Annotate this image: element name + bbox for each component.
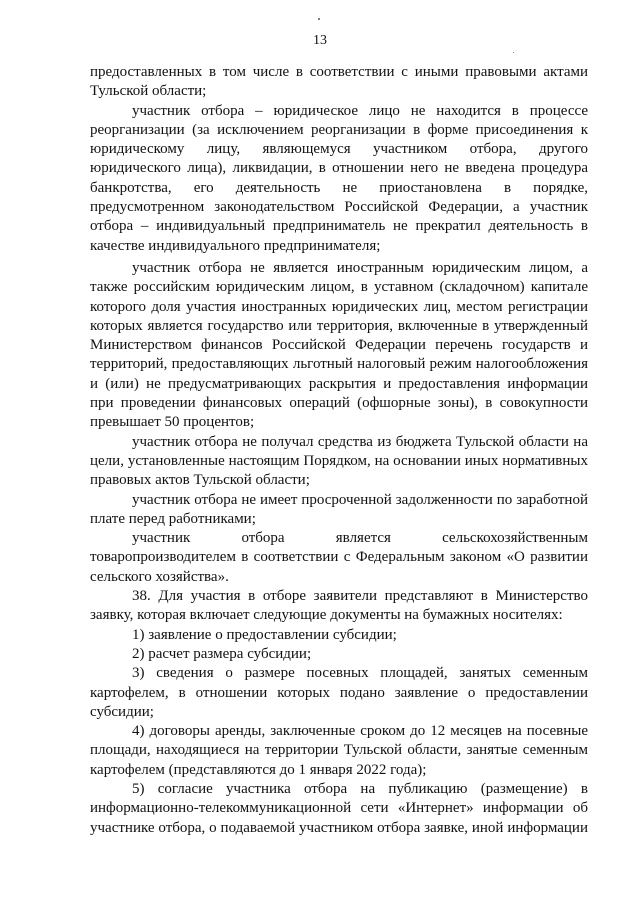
paragraph-foreign-entity: участник отбора не является иностранным юридическим лицом, а также российским юридическим лицом, в уставном (складочном) капитале которого доля участия иностранных юридических лиц, местом регистрации которых является государство или территория, включенные в утвержденный Министерством финансов Российской Федерации перечень государств и территорий, предоставляющих льготный налоговый режим налогообложения и (или) не предусматривающих раскрытия и предоставления информации при проведении финансовых операций (офшорные зоны), в совокупности превышает 50 процентов; (90, 259, 588, 431)
paragraph-wage-debt: участник отбора не имеет просроченной задолженности по заработной плате перед работниками; (90, 491, 588, 527)
page-number: 13 (313, 33, 327, 48)
paragraph-budget-funds: участник отбора не получал средства из бюджета Тульской области на цели, установленные настоящим Порядком, на основании иных нормативных правовых актов Тульской области; (90, 433, 588, 489)
list-item-3: 3) сведения о размере посевных площадей, занятых семенным картофелем, в отношении которых подано заявление о предоставлении субсидии; (90, 665, 588, 720)
paragraph-continuation: предоставленных в том числе в соответствии с иными правовыми актами Тульской области; (90, 64, 588, 100)
list-item-2: 2) расчет размера субсидии; (132, 645, 312, 662)
list-item-1: 1) заявление о предоставлении субсидии; (132, 626, 397, 643)
list-item-4: 4) договоры аренды, заключенные сроком до 12 месяцев на посевные площади, находящиеся на территории Тульской области, занятые семенным картофелем (представляются до 1 января 2022 года); (90, 723, 588, 778)
paragraph-38-application: 38. Для участия в отборе заявители представляют в Министерство заявку, которая включает следующие документы на бумажных носителях: (90, 588, 588, 624)
scan-speck (318, 18, 320, 20)
paragraph-agricultural-producer: участник отбора является сельскохозяйственным товаропроизводителем в соответствии с Федеральным законом «О развитии сельского хозяйства». (90, 530, 588, 585)
paragraph-legal-status: участник отбора – юридическое лицо не находится в процессе реорганизации (за исключением реорганизации в форме присоединения к юридическому лицу, являющемуся участником отбора, другого юридического лица), ликвидации, в отношении него не введена процедура банкротства, его деятельность не приостановлена в порядке, предусмотренном законодательством Российской Федерации, а участник отбора – индивидуальный предприниматель не прекратил деятельность в качестве индивидуального предпринимателя; (90, 102, 588, 254)
document-body (90, 63, 588, 838)
list-item-5: 5) согласие участника отбора на публикацию (размещение) в информационно-телекоммуникационной сети «Интернет» информации об участнике отбора, о подаваемой участником отбора заявке, иной информации (90, 780, 588, 836)
scan-speck (513, 52, 514, 53)
